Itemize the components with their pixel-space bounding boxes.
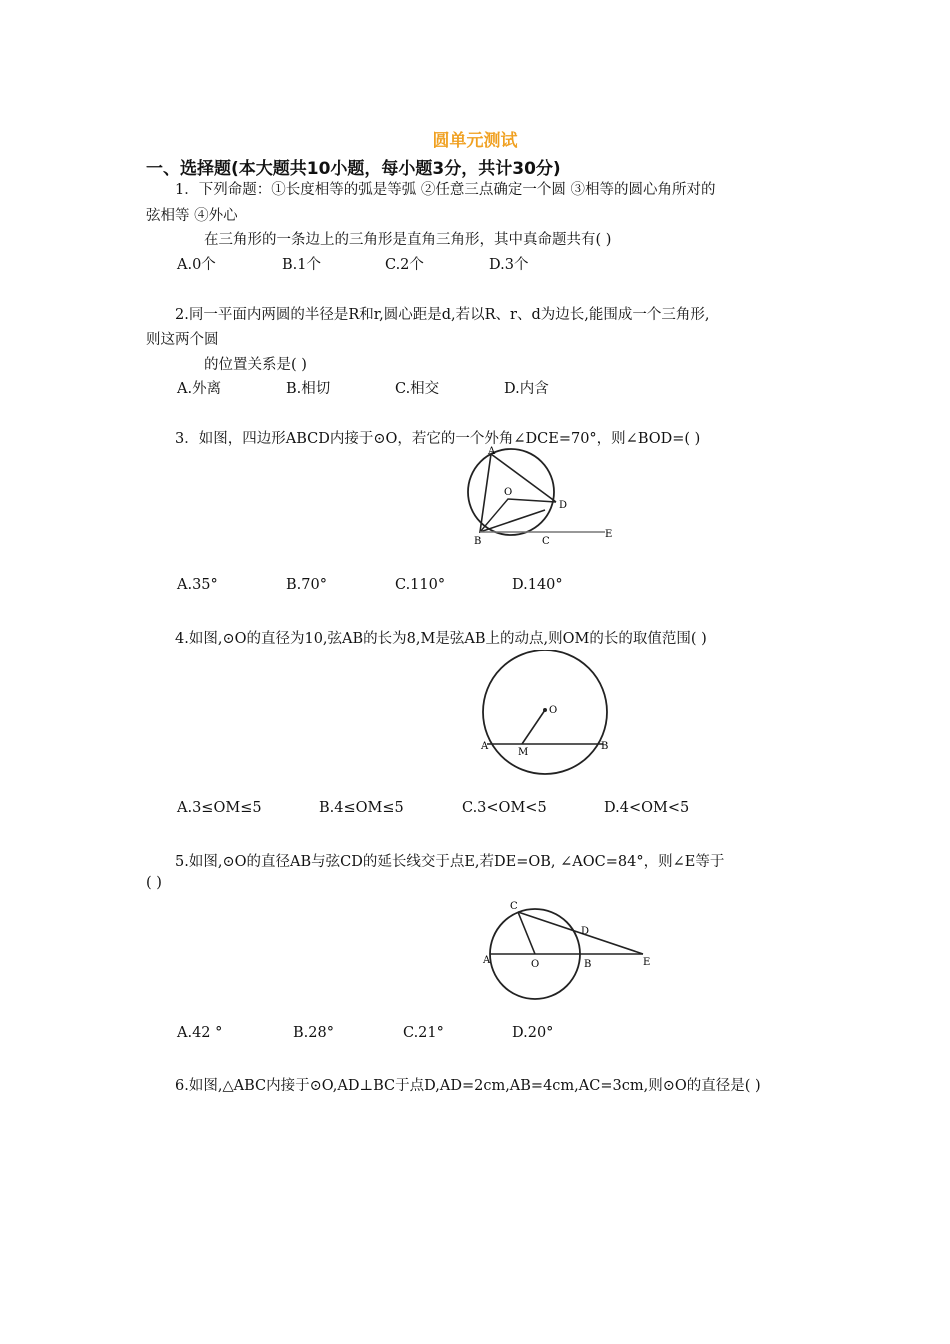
q5-line-1: 5.如图,⊙O的直径AB与弦CD的延长线交于点E,若DE=OB, ∠AOC=84°，则∠E等于 (175, 854, 725, 870)
q3-label-o: O (504, 487, 513, 498)
q3-radius-lines (480, 499, 556, 532)
q6-line-1: 6.如图,△ABC内接于⊙O,AD⊥BC于点D,AD=2cm,AB=4cm,AC=3cm,则⊙O的直径是( ) (175, 1078, 761, 1094)
q5-option-d: D.20° (512, 1025, 554, 1041)
q5-figure (480, 895, 660, 1005)
q4-figure (475, 650, 625, 780)
q1-option-c: C.2个 (385, 257, 424, 273)
q2-option-d: D.内含 (504, 381, 549, 397)
q5-label-o: O (531, 959, 540, 970)
q3-chord-ad (491, 454, 556, 502)
q1-line-1: 1．下列命题：①长度相等的弧是等弧 ②任意三点确定一个圆 ③相等的圆心角所对的 (175, 182, 716, 198)
q5-label-c: C (510, 901, 518, 912)
q5-label-d: D (581, 926, 590, 937)
q1-line-3: 在三角形的一条边上的三角形是直角三角形，其中真命题共有( ) (204, 232, 612, 248)
q4-segment-om (522, 710, 545, 744)
q4-center-dot (543, 708, 547, 712)
q4-label-m: M (518, 747, 529, 758)
q4-option-b: B.4≤OM≤5 (319, 800, 404, 816)
q2-option-c: C.相交 (395, 381, 440, 397)
q1-option-a: A.0个 (177, 257, 216, 273)
q5-line-2: ( ) (146, 875, 162, 891)
q3-label-e: E (605, 529, 613, 540)
q1-line-2: 弦相等 ④外心 (146, 208, 238, 224)
q4-label-o: O (549, 705, 558, 716)
q5-radius-oc (518, 912, 535, 954)
q5-label-a: A (483, 955, 491, 966)
q3-option-b: B.70° (286, 577, 327, 593)
q2-line-3: 的位置关系是( ) (204, 357, 307, 373)
q4-option-a: A.3≤OM≤5 (177, 800, 262, 816)
q5-option-c: C.21° (403, 1025, 444, 1041)
q5-option-b: B.28° (293, 1025, 334, 1041)
q3-figure (460, 440, 620, 550)
q3-line-1: 3．如图，四边形ABCD内接于⊙O，若它的一个外角∠DCE=70°，则∠BOD=( ) (175, 431, 701, 447)
section-heading: 一、选择题(本大题共10小题，每小题3分，共计30分) (146, 159, 561, 179)
q1-option-d: D.3个 (489, 257, 529, 273)
q3-option-d: D.140° (512, 577, 563, 593)
q2-line-1: 2.同一平面内两圆的半径是R和r,圆心距是d,若以R、r、d为边长,能围成一个三角形, (175, 307, 710, 323)
q4-line-1: 4.如图,⊙O的直径为10,弦AB的长为8,M是弦AB上的动点,则OM的长的取值范围( ) (175, 631, 707, 647)
q4-label-a: A (481, 741, 489, 752)
q3-label-b: B (474, 536, 482, 547)
q4-label-b: B (601, 741, 609, 752)
q3-label-a: A (488, 446, 496, 457)
q3-label-c: C (542, 536, 550, 547)
q2-option-a: A.外离 (177, 381, 222, 397)
q2-line-2: 则这两个圆 (146, 332, 219, 348)
q3-label-d: D (559, 500, 568, 511)
page-title: 圆单元测试 (432, 131, 518, 151)
q5-label-e: E (643, 957, 651, 968)
q4-option-c: C.3<OM<5 (462, 800, 547, 816)
q5-label-b: B (584, 959, 592, 970)
q3-option-a: A.35° (177, 577, 218, 593)
q1-option-b: B.1个 (282, 257, 321, 273)
q3-option-c: C.110° (395, 577, 446, 593)
q2-option-b: B.相切 (286, 381, 331, 397)
q5-option-a: A.42 ° (177, 1025, 223, 1041)
q4-option-d: D.4<OM<5 (604, 800, 690, 816)
